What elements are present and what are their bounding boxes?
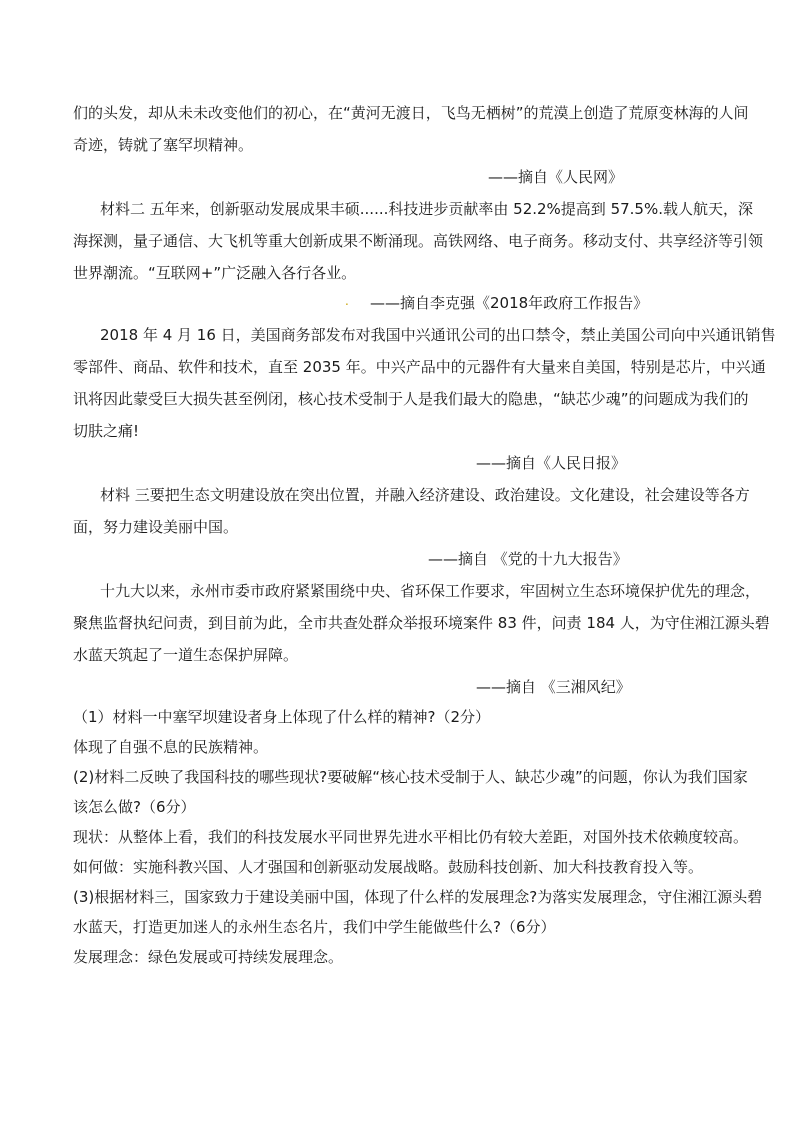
question-two-line: 该怎么做?（6分） bbox=[73, 798, 196, 816]
material-two-source: ——摘自李克强《2018年政府工作报告》 bbox=[370, 294, 649, 312]
material-three-source: ——摘自 《党的十九大报告》 bbox=[428, 550, 628, 568]
answer-one: 体现了自强不息的民族精神。 bbox=[73, 738, 269, 756]
material-three-news-line: 十九大以来，永州市委市政府紧紧围绕中央、省环保工作要求，牢固树立生态环境保护优先的理念， bbox=[100, 582, 761, 600]
material-two-text-line: 材料二 五年来，创新驱动发展成果丰硕......科技进步贡献率由 52.2%提高到 57.5%.载人航天，深 bbox=[100, 200, 753, 218]
material-three-text-line: 面，努力建设美丽中国。 bbox=[73, 518, 239, 536]
question-three-line: 水蓝天，打造更加迷人的永州生态名片，我们中学生能做些什么?（6分） bbox=[73, 918, 556, 936]
material-two-news-line: 切肤之痛! bbox=[73, 422, 140, 440]
question-one: （1）材料一中塞罕坝建设者身上体现了什么样的精神?（2分） bbox=[73, 708, 491, 726]
material-one-text-line: 们的头发，却从未未改变他们的初心，在“黄河无渡日，飞鸟无栖树”的荒漠上创造了荒原变林海的人间 bbox=[73, 104, 749, 122]
question-two-line: (2)材料二反映了我国科技的哪些现状?要破解“核心技术受制于人、缺芯少魂”的问题，你认为我们国家 bbox=[73, 768, 748, 786]
stray-mark: . bbox=[345, 294, 349, 308]
material-two-text-line: 海探测，量子通信、大飞机等重大创新成果不断涌现。高铁网络、电子商务。移动支付、共享经济等引领 bbox=[73, 232, 764, 250]
material-three-news-line: 水蓝天筑起了一道生态保护屏障。 bbox=[73, 646, 299, 664]
material-two-news-line: 2018 年 4 月 16 日，美国商务部发布对我国中兴通讯公司的出口禁令，禁止美国公司向中兴通讯销售 bbox=[100, 326, 776, 344]
answer-three: 发展理念：绿色发展或可持续发展理念。 bbox=[73, 948, 344, 966]
material-two-news-source: ——摘自《人民日报》 bbox=[476, 454, 627, 472]
material-one-source: ——摘自《人民网》 bbox=[488, 168, 624, 186]
answer-two-line: 现状：从整体上看，我们的科技发展水平同世界先进水平相比仍有较大差距，对国外技术依赖度较高。 bbox=[73, 828, 749, 846]
material-three-news-line: 聚焦监督执纪问责，到目前为此，全市共查处群众举报环境案件 83 件，问责 184 人，为守住湘江源头碧 bbox=[73, 614, 770, 632]
material-two-news-line: 讯将因此蒙受巨大损失甚至例闭，核心技术受制于人是我们最大的隐患，“缺芯少魂”的问题成为我们的 bbox=[73, 390, 749, 408]
material-two-text-line: 世界潮流。“互联网+”广泛融入各行各业。 bbox=[73, 264, 357, 282]
material-three-text-line: 材料 三要把生态文明建设放在突出位置，并融入经济建设、政治建设。文化建设，社会建设等各方 bbox=[100, 486, 750, 504]
material-one-text-line: 奇迹，铸就了塞罕坝精神。 bbox=[73, 136, 254, 154]
material-two-news-line: 零部件、商品、软件和技术，直至 2035 年。中兴产品中的元器件有大量来自美国，特别是芯片，中兴通 bbox=[73, 358, 766, 376]
answer-two-line: 如何做：实施科教兴国、人才强国和创新驱动发展战略。鼓励科技创新、加大科技教育投入等。 bbox=[73, 858, 704, 876]
material-three-news-source: ——摘自 《三湘风纪》 bbox=[476, 678, 631, 696]
question-three-line: (3)根据材料三，国家致力于建设美丽中国，体现了什么样的发展理念?为落实发展理念，守住湘江源头碧 bbox=[73, 888, 763, 906]
